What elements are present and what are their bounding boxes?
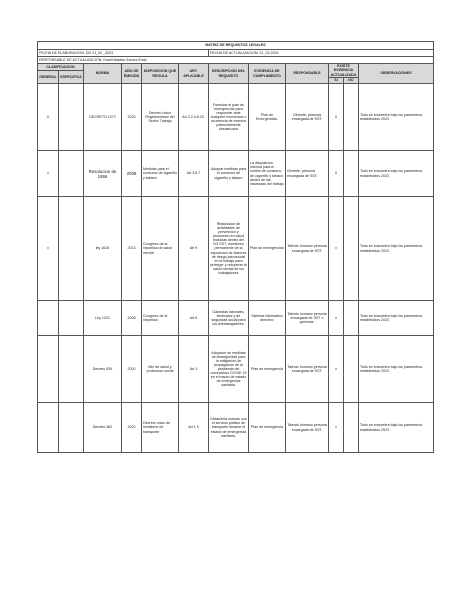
- cell-anio: 2020: [122, 336, 142, 403]
- cell-art: Art 9: [179, 197, 209, 301]
- cell-especifica: [59, 403, 84, 453]
- cell-no: [344, 336, 359, 403]
- cell-responsable: Talento humano persona encargada de SST.: [286, 197, 329, 301]
- cell-general: [38, 336, 59, 403]
- cell-art: Art 1 9: [179, 403, 209, 453]
- cell-anio: 2020: [122, 403, 142, 453]
- cell-disposicion: Congreso de la republica: [142, 301, 179, 336]
- header-norma: NORMA: [84, 64, 122, 84]
- cell-evidencia: Plan de emergencia: [249, 403, 286, 453]
- cell-general: x: [38, 197, 59, 301]
- cell-descripcion: Adoptar medidas para el consumo de cigarrillo y tabaco: [209, 151, 249, 197]
- cell-no: [344, 84, 359, 151]
- cell-evidencia: Sistema informatico directivo: [249, 301, 286, 336]
- cell-disposicion: Congreso de la republica de salud mental: [142, 197, 179, 301]
- cell-observaciones: Todo se encuentra bajo los parametros establecidos 2023: [359, 197, 434, 301]
- cell-evidencia: Plan de Emergencias.: [249, 84, 286, 151]
- cell-observaciones: Todo se encuentra bajo los parametros establecidos 2023: [359, 403, 434, 453]
- cell-anio: 2015: [122, 84, 142, 151]
- header-art: ART. APLICABLE: [179, 64, 209, 84]
- cell-descripcion: Realizacion de actividades de prevencion y promocion en salud incluidas dentro del SG SST, monitoreo permanente de la exposicion de factores de riesgo psicosocial en el trabajo para proteger y recuperar la salud mental de los trabajadores: [209, 197, 249, 301]
- cell-norma: ley 1616: [84, 197, 122, 301]
- header-existe-evidencia: EXISTE EVIDENCIA ACTUALIZADA: [329, 64, 359, 78]
- cell-observaciones: Todo se encuentra bajo los parametros establecidos 2023: [359, 84, 434, 151]
- cell-responsable: Talento humano persona encargada de SST.: [286, 403, 329, 453]
- cell-especifica: [59, 336, 84, 403]
- header-disposicion: DISPOSICION QUE REGULA: [142, 64, 179, 84]
- cell-general: [38, 403, 59, 453]
- cell-si: x: [329, 197, 344, 301]
- cell-art: Art 2.2.4.6.25.: [179, 84, 209, 151]
- cell-disposicion: Medidas para el consumo de cigarrillo y tabaco: [142, 151, 179, 197]
- cell-general: [38, 301, 59, 336]
- document-title: MATRIZ DE REQUISITOS LEGALES: [38, 42, 434, 50]
- cell-disposicion: Min de salud y proteccion social: [142, 336, 179, 403]
- cell-general: x: [38, 151, 59, 197]
- cell-si: x: [329, 301, 344, 336]
- cell-si: X: [329, 151, 344, 197]
- header-no: NO: [344, 78, 359, 84]
- table-row: [38, 197, 434, 301]
- cell-art: Art 6: [179, 301, 209, 336]
- cell-art: Art 3,6,7: [179, 151, 209, 197]
- header-observaciones: OBSERVACIONES: [359, 64, 434, 84]
- header-especifica: ESPECIFICA: [59, 71, 84, 84]
- cell-disposicion: Decreto único Reglamentario del Sector Trabajo: [142, 84, 179, 151]
- cell-descripcion: Adopcion de medidas de bioseguridad para la mitigacion de propagacion de la pandemia del coronavirus COVID 19 en el marco de estado de emergencia sanitaria.: [209, 336, 249, 403]
- cell-observaciones: Todo se encuentra bajo los parametros establecidos 2023: [359, 336, 434, 403]
- cell-no: [344, 151, 359, 197]
- update-responsible: RESPONSABLE DE ACTUALIZACION: Karoll Natalia Gomez Endo: [38, 57, 434, 64]
- header-responsable: RESPONSABLE: [286, 64, 329, 84]
- cell-observaciones: Todo se encuentra bajo los parametros establecidos 2023: [359, 151, 434, 197]
- cell-responsable: Talento humano persona encargada de SST o gerencia.: [286, 301, 329, 336]
- cell-especifica: [59, 301, 84, 336]
- cell-si: x: [329, 403, 344, 453]
- cell-observaciones: Todo se encuentra bajo los parametros establecidos 2023: [359, 301, 434, 336]
- cell-norma: Resolucion de 1956: [84, 151, 122, 197]
- cell-norma: DECRETO 1072: [84, 84, 122, 151]
- legal-requirements-table: [37, 41, 434, 453]
- cell-descripcion: Formular el plan de emergencias para responder ante cualquier inminencia u ocurrencia de eventos potencialmente desastrosos: [209, 84, 249, 151]
- cell-especifica: [59, 84, 84, 151]
- table-row: [38, 403, 434, 453]
- table-row: [38, 151, 434, 197]
- header-evidencia: EVIDENCIA DE CUMPLIMIENTO: [249, 64, 286, 84]
- cell-evidencia: Plan de emergencia: [249, 336, 286, 403]
- cell-anio: 2008: [122, 301, 142, 336]
- header-general: GENERAL: [38, 71, 59, 84]
- header-clasificacion: CLASIFICACION: [38, 64, 84, 71]
- update-date: FECHA DE ACTUALIZACION: 21_02.2024: [209, 50, 434, 57]
- cell-responsable: Talento humano persona encargada de SST.: [286, 336, 329, 403]
- cell-si: X: [329, 84, 344, 151]
- creation-date: FECHA DE ELABORACION: DD 21_02 _2023: [38, 50, 209, 57]
- cell-especifica: [59, 197, 84, 301]
- cell-descripcion: Dictaminia normas con el servicio publico de transporte durante el estado de emergencia sanitaria.: [209, 403, 249, 453]
- cell-responsable: Gerente, persona encargada de SST.: [286, 84, 329, 151]
- cell-especifica: [59, 151, 84, 197]
- cell-no: [344, 301, 359, 336]
- cell-disposicion: Decreto unico de ministerio de transporte: [142, 403, 179, 453]
- cell-no: [344, 197, 359, 301]
- cell-anio: 2008: [122, 151, 142, 197]
- header-descripcion: DESCRIPCION DEL REQUISITO: [209, 64, 249, 84]
- cell-no: [344, 403, 359, 453]
- legal-requirements-sheet: [37, 41, 433, 453]
- table-row: [38, 301, 434, 336]
- cell-evidencia: La disposicion informa para el control de consumo de cigarrillo y tabaco dentro de las instancias del trabajo: [249, 151, 286, 197]
- cell-norma: Decreto 539: [84, 336, 122, 403]
- cell-norma: Ley 1221: [84, 301, 122, 336]
- cell-general: X: [38, 84, 59, 151]
- cell-responsable: Gerente, persona encargada de SST.: [286, 151, 329, 197]
- cell-si: x: [329, 336, 344, 403]
- cell-anio: 2013: [122, 197, 142, 301]
- cell-descripcion: Garantias laborales, sindicales y de seguridad social para los teletrabajadores.: [209, 301, 249, 336]
- cell-art: Art 1: [179, 336, 209, 403]
- table-row: [38, 336, 434, 403]
- cell-norma: Decreto 482: [84, 403, 122, 453]
- header-si: SI: [329, 78, 344, 84]
- table-row: [38, 84, 434, 151]
- header-anio: AÑO DE EMISION: [122, 64, 142, 84]
- cell-evidencia: Plan de emergencias: [249, 197, 286, 301]
